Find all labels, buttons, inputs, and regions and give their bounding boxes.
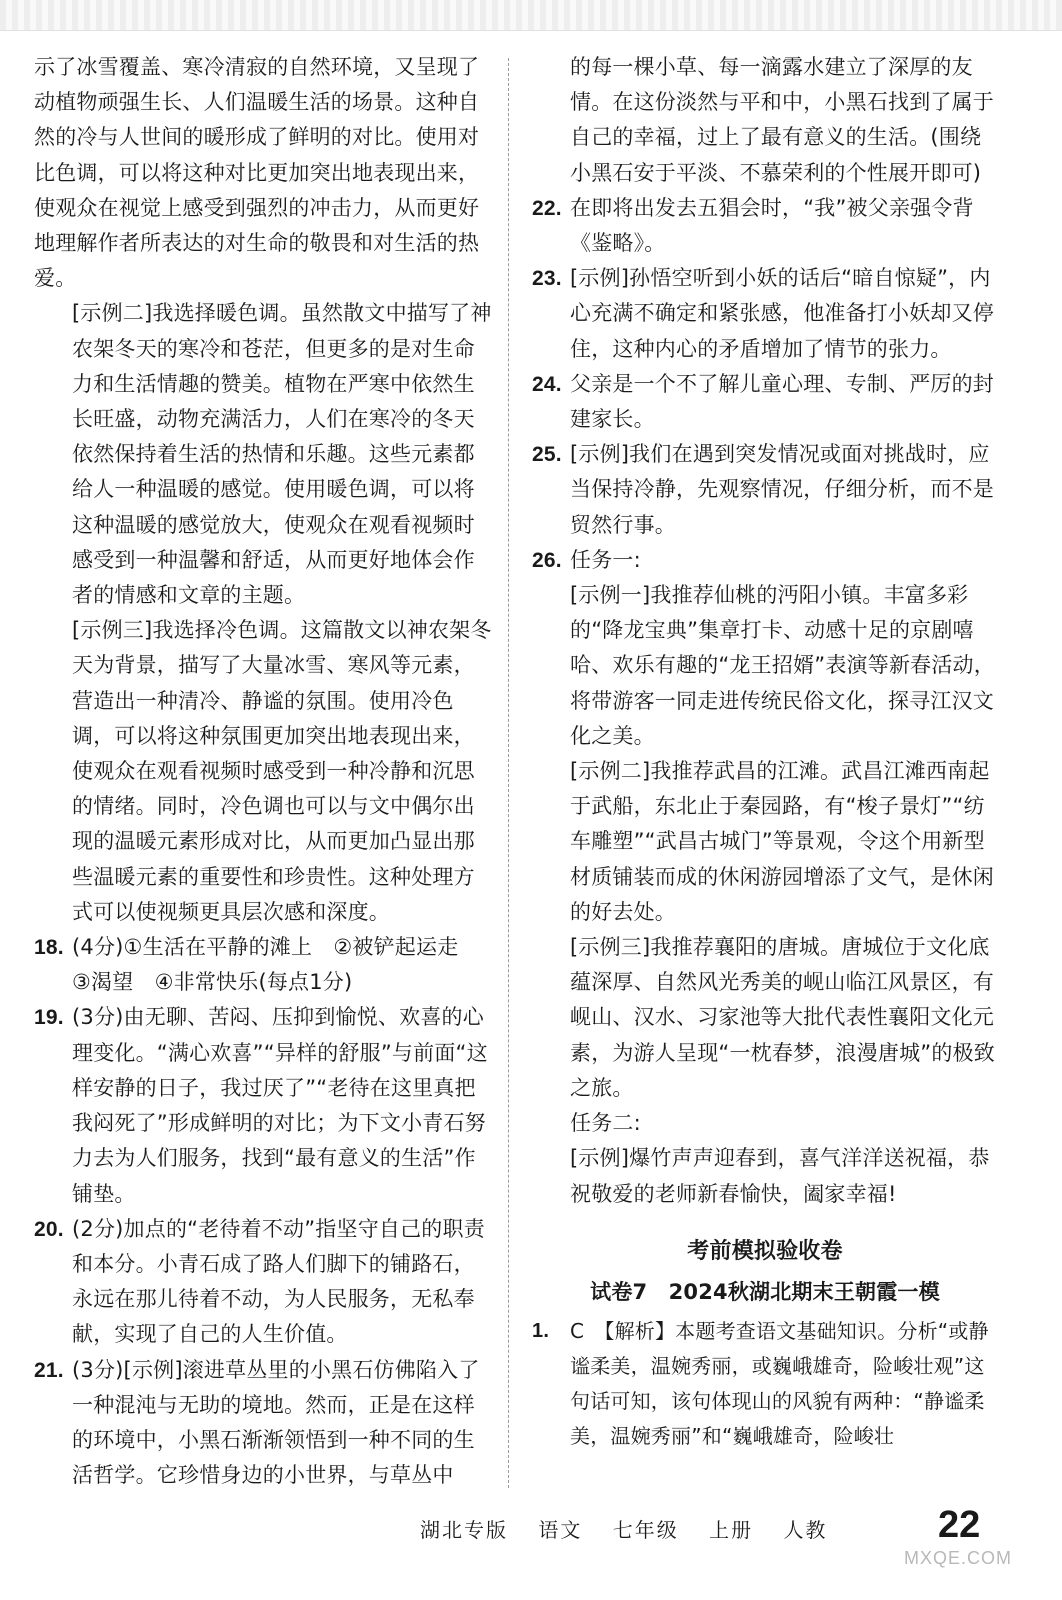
right-column xyxy=(532,50,998,1454)
answer-26-task-2-label: 任务二: xyxy=(570,1111,641,1136)
footer-edition: 湖北专版 xyxy=(420,1518,508,1542)
answer-26 xyxy=(532,543,998,578)
answer-26-example-2: [示例二]我推荐武昌的江滩。武昌江滩西南起于武船，东北止于秦园路，有“梭子景灯”“纺车雕塑”“武昌古城门”等景观，令这个用新型材质铺装而成的休闲游园增添了文气，是休闲的好去处。 xyxy=(570,759,994,924)
answer-24-text: 父亲是一个不了解儿童心理、专制、严厉的封建家长。 xyxy=(570,371,994,432)
answer-26-example-3: [示例三]我推荐襄阳的唐城。唐城位于文化底蕴深厚、自然风光秀美的岘山临江风景区，有岘山、汉水、习家池等大批代表性襄阳文化元素，为游人呈现“一枕春梦，浪漫唐城”的极致之旅。 xyxy=(570,935,995,1100)
footer-term: 上册 xyxy=(709,1518,754,1542)
watermark: MXQE.COM xyxy=(904,1548,1013,1568)
answer-19 xyxy=(34,1000,494,1211)
answer-21-text: (3分)[示例]滚进草丛里的小黑石仿佛陷入了一种混沌与无助的境地。然而，正是在这样的环境中，小黑石渐渐领悟到一种不同的生活哲学。它珍惜身边的小世界，与草丛中 xyxy=(72,1357,480,1488)
answer-26-task-2-example: [示例]爆竹声声迎春到，喜气洋洋送祝福，恭祝敬爱的老师新春愉快，阖家幸福! xyxy=(570,1146,990,1206)
answer-21 xyxy=(34,1353,494,1494)
answer-24-number: 24. xyxy=(532,372,562,396)
answer-22-text: 在即将出发去五猖会时，“我”被父亲强令背《鉴略》。 xyxy=(570,195,974,256)
answer-17-continuation: 示了冰雪覆盖、寒冷清寂的自然环境，又呈现了动植物顽强生长、人们温暖生活的场景。这种自然的冷与人世间的暖形成了鲜明的对比。使用对比色调，可以将这种对比更加突出地表现出来，使观众在视觉上感受到强烈的冲击力，从而更好地理解作者所表达的对生命的敬畏和对生活的热爱。 xyxy=(34,55,480,291)
answer-20 xyxy=(34,1212,494,1353)
answer-22-number: 22. xyxy=(532,196,562,220)
answer-18-text: (4分)①生活在平静的滩上 ②被铲起运走 ③渴望 ④非常快乐(每点1分) xyxy=(72,935,480,995)
answer-19-number: 19. xyxy=(34,1006,64,1030)
answer-18 xyxy=(34,930,494,1000)
answer-23-number: 23. xyxy=(532,267,562,291)
column-divider xyxy=(508,58,509,1488)
answer-25-text: [示例]我们在遇到突发情况或面对挑战时，应当保持冷静，先观察情况，仔细分析，而不是贸然行事。 xyxy=(570,442,994,537)
answer-24 xyxy=(532,367,998,437)
left-column xyxy=(34,50,494,1493)
answer-26-example-1: [示例一]我推荐仙桃的沔阳小镇。丰富多彩的“降龙宝典”集章打卡、动感十足的京剧嘻哈、欢乐有趣的“龙王招婿”表演等新春活动，将带游客一同走进传统民俗文化，探寻江汉文化之美。 xyxy=(570,583,995,748)
answer-25 xyxy=(532,437,998,543)
section-title: 考前模拟验收卷 xyxy=(687,1238,843,1264)
page-footer xyxy=(0,1502,1062,1552)
answer-22 xyxy=(532,191,998,261)
exam-answer-1 xyxy=(532,1314,998,1454)
answer-17-example-2: [示例二]我选择暖色调。虽然散文中描写了神农架冬天的寒冷和苍茫，但更多的是对生命力和生活情趣的赞美。植物在严寒中依然生长旺盛，动物充满活力，人们在寒冷的冬天依然保持着生活的热情和乐趣。这些元素都给人一种温暖的感觉。使用暖色调，可以将这种温暖的感觉放大，使观众在观看视频时感受到一种温馨和舒适，从而更好地体会作者的情感和文章的主题。 xyxy=(72,301,492,608)
page-number: 22 xyxy=(938,1504,981,1546)
answer-26-number: 26. xyxy=(532,548,562,572)
answer-26-task-1-label: 任务一: xyxy=(570,547,641,572)
answer-21-continuation: 的每一棵小草、每一滴露水建立了深厚的友情。在这份淡然与平和中，小黑石找到了属于自己的幸福，过上了最有意义的生活。(围绕小黑石安于平淡、不慕荣利的个性展开即可) xyxy=(570,55,994,185)
answer-25-number: 25. xyxy=(532,443,562,467)
answer-21-number: 21. xyxy=(34,1358,64,1382)
footer-grade: 七年级 xyxy=(612,1518,679,1542)
footer-subject: 语文 xyxy=(538,1518,583,1542)
exam-answer-1-text: C 【解析】本题考查语文基础知识。分析“或静谧柔美，温婉秀丽，或巍峨雄奇，险峻壮观”这句话可知，该句体现山的风貌有两种：“静谧柔美，温婉秀丽”和“巍峨雄奇，险峻壮 xyxy=(570,1319,989,1449)
answer-20-number: 20. xyxy=(34,1217,64,1241)
exam-answer-1-number: 1. xyxy=(532,1320,550,1343)
answer-17-example-3: [示例三]我选择冷色调。这篇散文以神农架冬天为背景，描写了大量冰雪、寒风等元素，营造出一种清冷、静谧的氛围。使用冷色调，可以将这种氛围更加突出地表现出来，使观众在观看视频时感受到一种冷静和沉思的情绪。同时，冷色调也可以与文中偶尔出现的温暖元素形成对比，从而更加凸显出那些温暖元素的重要性和珍贵性。这种处理方式可以使视频更具层次感和深度。 xyxy=(72,618,492,924)
answer-23-text: [示例]孙悟空听到小妖的话后“暗自惊疑”，内心充满不确定和紧张感，他准备打小妖却又停住，这种内心的矛盾增加了情节的张力。 xyxy=(570,266,994,361)
answer-18-number: 18. xyxy=(34,936,64,960)
exam-title: 试卷7 2024秋湖北期末王朝霞一模 xyxy=(590,1279,940,1304)
header-decoration xyxy=(0,0,1062,31)
answer-20-text: (2分)加点的“老待着不动”指坚守自己的职责和本分。小青石成了路人们脚下的铺路石，永远在那儿待着不动，为人民服务，无私奉献，实现了自己的人生价值。 xyxy=(72,1216,485,1347)
footer-info xyxy=(420,1514,849,1543)
footer-publisher: 人教 xyxy=(783,1518,828,1542)
answer-23 xyxy=(532,261,998,367)
answer-19-text: (3分)由无聊、苦闷、压抑到愉悦、欢喜的心理变化。“满心欢喜”“异样的舒服”与前面“这样安静的日子，我过厌了”“老待在这里真把我闷死了”形成鲜明的对比；为下文小青石努力去为人们服务，找到“最有意义的生活”作铺垫。 xyxy=(72,1005,488,1206)
